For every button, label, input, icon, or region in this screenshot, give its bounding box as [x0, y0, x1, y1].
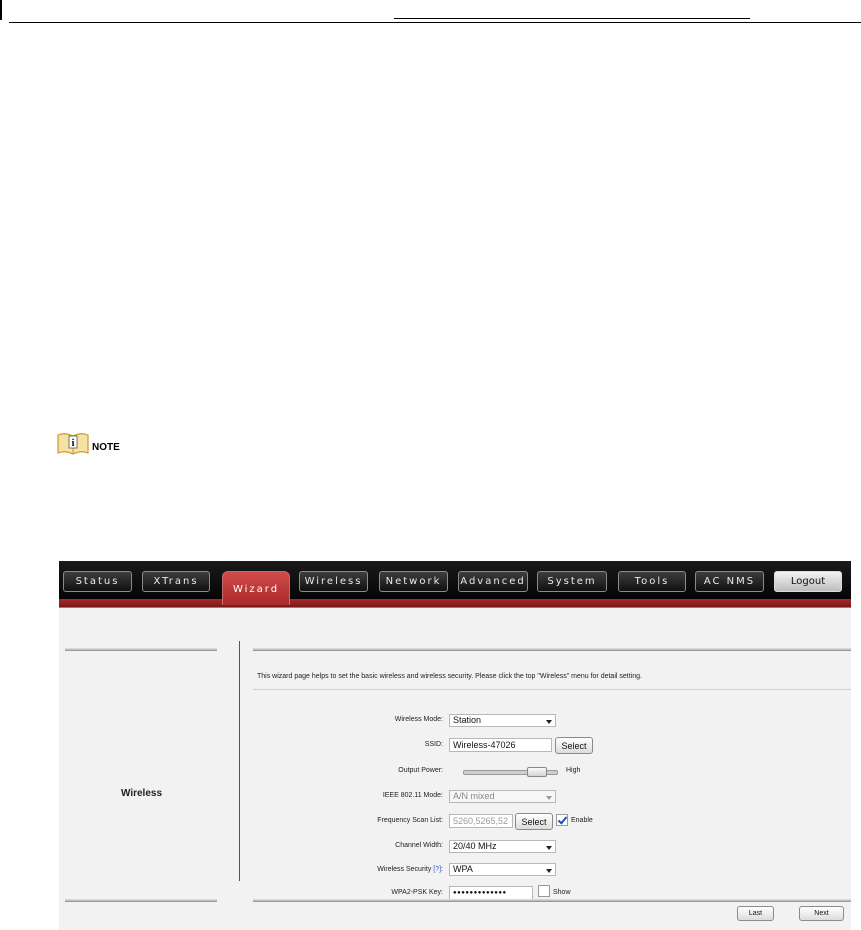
note-label: NOTE: [92, 442, 120, 453]
wireless-security-value: WPA: [453, 864, 473, 874]
ieee-mode-select[interactable]: [449, 790, 556, 803]
channel-width-select[interactable]: [449, 840, 556, 853]
last-button[interactable]: Last: [737, 906, 774, 921]
tab-system[interactable]: System: [537, 571, 607, 592]
note-callout: [56, 431, 120, 455]
wireless-mode-value: Station: [453, 715, 482, 725]
output-power-level-label: High: [566, 767, 581, 774]
page-margin-bar: [0, 0, 2, 20]
ssid-label: SSID:: [424, 741, 443, 748]
nav-accent-strip: [59, 599, 851, 608]
tab-wireless[interactable]: Wireless: [299, 571, 368, 592]
chevron-down-icon: [546, 869, 552, 873]
psk-key-input[interactable]: ●●●●●●●●●●●●●: [449, 886, 533, 900]
wireless-mode-label: Wireless Mode:: [394, 716, 443, 723]
sidebar: [59, 609, 239, 930]
wireless-security-colon: :: [441, 866, 443, 873]
router-ui-screenshot: [59, 561, 851, 930]
next-button[interactable]: Next: [799, 906, 844, 921]
security-help-link[interactable]: [?]: [433, 866, 442, 873]
chevron-down-icon: [546, 846, 552, 850]
column-divider: [239, 641, 240, 881]
freq-scan-select-button[interactable]: Select: [515, 813, 553, 830]
wireless-security-label-text: Wireless Security: [377, 866, 432, 873]
tab-ac-nms[interactable]: AC NMS: [695, 571, 764, 592]
freq-scan-enable-checkbox[interactable]: [556, 814, 568, 826]
psk-show-checkbox[interactable]: [538, 885, 550, 897]
info-book-icon: [56, 431, 90, 455]
sidebar-bottom-rule: [65, 899, 217, 902]
page-top-rule: [9, 22, 861, 23]
tab-advanced[interactable]: Advanced: [458, 571, 528, 592]
channel-width-value: 20/40 MHz: [453, 841, 497, 851]
ieee-mode-value: A/N mixed: [453, 791, 495, 801]
ssid-input[interactable]: Wireless-47026: [449, 738, 552, 752]
sidebar-top-rule: [65, 648, 217, 651]
chevron-down-icon: [546, 720, 552, 724]
wireless-security-select[interactable]: [449, 863, 556, 876]
main-top-rule: [253, 648, 851, 651]
tab-network[interactable]: Network: [379, 571, 448, 592]
main-bottom-rule: [253, 899, 851, 902]
tab-wizard[interactable]: Wizard: [222, 571, 290, 605]
sidebar-title: Wireless: [120, 788, 163, 799]
chevron-down-icon: [546, 796, 552, 800]
tab-tools[interactable]: Tools: [618, 571, 686, 592]
wireless-mode-select[interactable]: [449, 714, 556, 727]
output-power-slider-handle[interactable]: [527, 767, 547, 777]
ssid-select-button[interactable]: Select: [555, 737, 593, 754]
psk-show-label: Show: [553, 889, 571, 896]
tab-xtrans[interactable]: XTrans: [142, 571, 210, 592]
intro-rule: [253, 689, 851, 690]
freq-scan-enable-label: Enable: [571, 817, 593, 824]
psk-key-label: WPA2-PSK Key:: [391, 889, 443, 896]
ieee-mode-label: IEEE 802.11 Mode:: [382, 792, 443, 799]
freq-scan-input[interactable]: 5260,5265,52: [449, 814, 513, 828]
tab-status[interactable]: Status: [63, 571, 132, 592]
wizard-intro-text: This wizard page helps to set the basic wireless and wireless security. Please click the top "Wireless" menu for detail setting.: [257, 673, 642, 680]
output-power-label: Output Power:: [398, 767, 443, 774]
wireless-security-label: [329, 866, 443, 873]
svg-text:i: i: [71, 437, 75, 449]
header-rule: [394, 18, 750, 19]
logout-button[interactable]: Logout: [774, 571, 842, 592]
channel-width-label: Channel Width:: [395, 842, 443, 849]
freq-scan-label: Frequency Scan List:: [377, 817, 443, 824]
